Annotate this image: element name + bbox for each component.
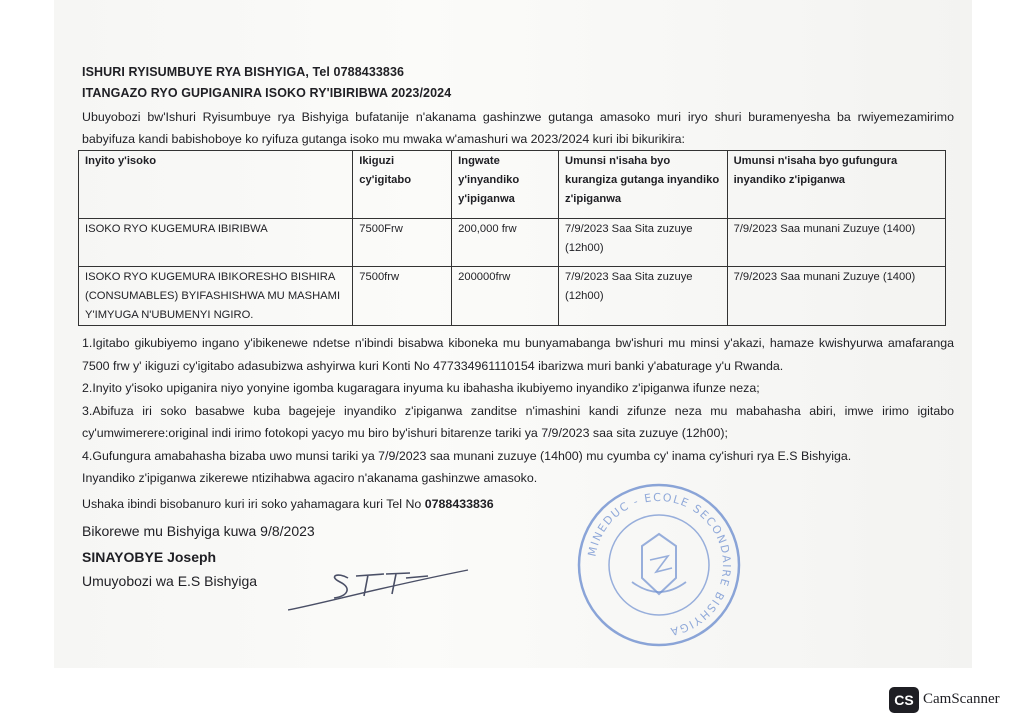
column-header: Ingwate y'inyandiko y'ipiganwa xyxy=(452,151,559,219)
intro-paragraph: Ubuyobozi bw'Ishuri Ryisumbuye rya Bishyiga bufatanije n'akanama gashinzwe gutanga amasoko muri iryo shuri buramenyesha ba rwiyemezamirimo babyifuza kandi babishoboye ko ryifuza gutanga isoko mu mwaka w'amashuri wa 2023/2024 kuri ibi bikurikira: xyxy=(82,110,954,146)
notice-title: ITANGAZO RYO GUPIGANIRA ISOKO RY'IBIRIBWA 2023/2024 xyxy=(82,86,452,100)
camscanner-logo-icon: CS xyxy=(889,687,919,713)
table-cell: 7/9/2023 Saa munani Zuzuye (1400) xyxy=(727,219,945,267)
table-cell: ISOKO RYO KUGEMURA IBIRIBWA xyxy=(79,219,353,267)
table-cell: 200000frw xyxy=(452,267,559,326)
table-cell: 7500frw xyxy=(353,267,452,326)
condition-item: 4.Gufungura amabahasha bizaba uwo munsi tariki ya 7/9/2023 saa munani zuzuye (14h00) mu cyumba cy' inama cy'ishuri rya E.S Bishyiga. xyxy=(82,448,852,463)
table-cell: 7/9/2023 Saa Sita zuzuye (12h00) xyxy=(559,219,728,267)
table-cell: 200,000 frw xyxy=(452,219,559,267)
contact-phone: 0788433836 xyxy=(424,496,494,511)
school-heading: ISHURI RYISUMBUYE RYA BISHYIGA, Tel 0788433836 xyxy=(82,65,405,79)
condition-item: Inyandiko z'ipiganwa zikerewe ntizihabwa agaciro n'akanama gashinzwe amasoko. xyxy=(82,471,538,485)
table-cell: ISOKO RYO KUGEMURA IBIKORESHO BISHIRA (CONSUMABLES) BYIFASHISHWA MU MASHAMI Y'IMYUGA N'UBUMENYI NGIRO. xyxy=(79,267,353,326)
table-cell: 7/9/2023 Saa munani Zuzuye (1400) xyxy=(727,267,945,326)
condition-item: 2.Inyito y'isoko upiganira niyo yonyine igomba kugaragara inyuma ku ibahasha ikubiyemo inyandiko z'ipiganwa ifunze neza; xyxy=(82,381,760,395)
conditions-list xyxy=(82,332,954,490)
condition-item: 3.Abifuza iri soko basabwe kuba bagejeje inyandiko z'ipiganwa zanditse n'imashini kandi zifunze neza mu mabahasha abiri, imwe irimo igitabo cy'umwimerere:original indi irimo fotokopi yacyo mu biro by'ishuri bitarenze tariki ya 7/9/2023 saa sita zuzuye (12h00); xyxy=(82,403,954,440)
column-header: Inyito y'isoko xyxy=(79,151,353,219)
official-stamp xyxy=(576,482,742,648)
table-header-row xyxy=(79,151,946,219)
table-row xyxy=(79,267,946,326)
table-cell: 7500Frw xyxy=(353,219,452,267)
svg-text:MINEDUC - ECOLE SECONDAIRE BIS xyxy=(585,491,733,638)
tender-table xyxy=(78,150,946,326)
place-date: Bikorewe mu Bishyiga kuwa 9/8/2023 xyxy=(82,522,315,539)
column-header: Ikiguzi cy'igitabo xyxy=(353,151,452,219)
signatory-title: Umuyobozi wa E.S Bishyiga xyxy=(82,572,258,589)
stamp-ring-text: MINEDUC - ECOLE SECONDAIRE BISHYIGA xyxy=(585,490,734,639)
tender-notice xyxy=(82,62,954,589)
condition-item: 1.Igitabo gikubiyemo ingano y'ibikenewe ndetse n'ibindi bisabwa kiboneka mu bunyamabanga bw'ishuri mu minsi y'akazi, hamaze kwishyurwa amafaranga 7500 frw y' ikiguzi cy'igitabo adasubizwa ashyirwa kuri Konti No 477334961110154 ibarizwa muri banki y'abaturage y'u Rwanda. xyxy=(82,336,954,373)
handwritten-signature xyxy=(288,566,478,616)
contact-text: Ushaka ibindi bisobanuro kuri iri soko yahamagara kuri Tel No xyxy=(82,496,425,511)
contact-line xyxy=(82,493,954,515)
column-header: Umunsi n'isaha byo kurangiza gutanga inyandiko z'ipiganwa xyxy=(559,151,728,219)
table-row xyxy=(79,219,946,267)
table-cell: 7/9/2023 Saa Sita zuzuye (12h00) xyxy=(559,267,728,326)
column-header: Umunsi n'isaha byo gufungura inyandiko z'ipiganwa xyxy=(727,151,945,219)
signatory-name: SINAYOBYE Joseph xyxy=(82,548,217,565)
camscanner-label: CamScanner xyxy=(923,691,1000,707)
